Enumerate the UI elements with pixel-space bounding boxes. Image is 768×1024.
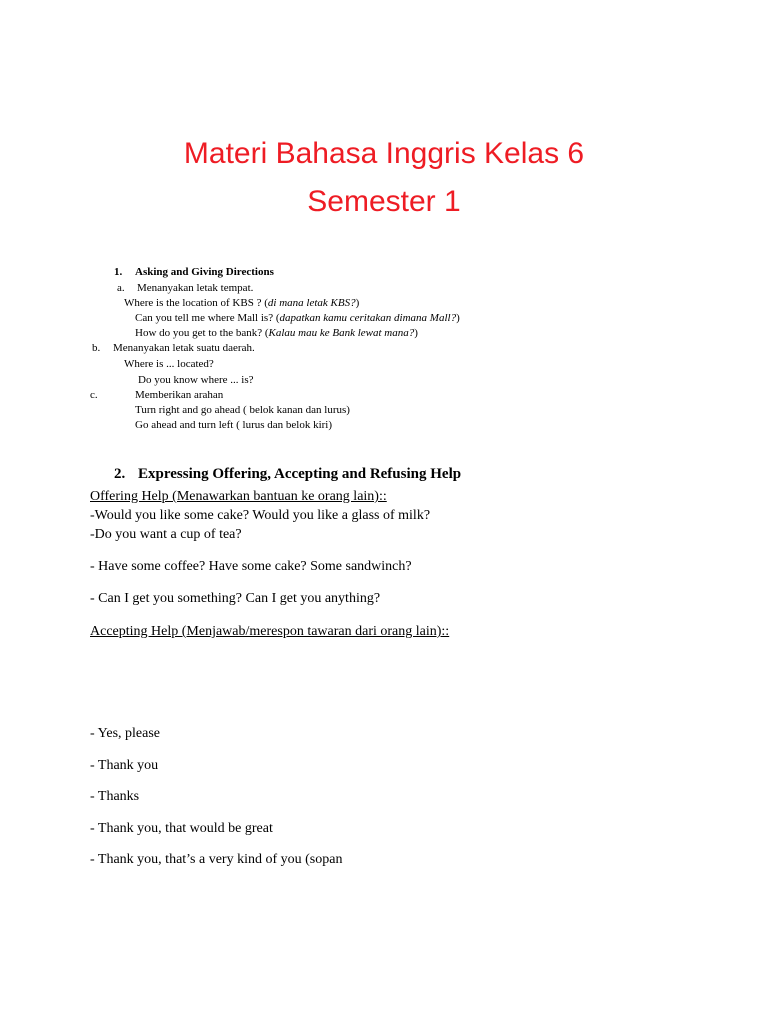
offering-item: - Can I get you something? Can I get you anything?	[90, 591, 381, 606]
section1-heading: Asking and Giving Directions	[135, 266, 274, 278]
accepting-item: - Thanks	[90, 789, 140, 804]
section1-c-direction2: Go ahead and turn left ( lurus dan belok kiri)	[135, 419, 333, 431]
section1-a-question3: How do you get to the bank? (Kalau mau ke Bank lewat mana?)	[135, 327, 418, 339]
document-title-line1: Materi Bahasa Inggris Kelas 6	[183, 137, 585, 170]
offering-help-label: Offering Help (Menawarkan bantuan ke orang lain)::	[90, 489, 387, 504]
offering-item: -Do you want a cup of tea?	[90, 527, 242, 542]
accepting-item: - Thank you	[90, 758, 159, 773]
accepting-help-label: Accepting Help (Menjawab/merespon tawaran dari orang lain)::	[90, 624, 450, 639]
section1-b-question2: Do you know where ... is?	[138, 374, 254, 386]
accepting-item: - Thank you, that’s a very kind of you (sopan	[90, 852, 343, 867]
section1-a-question1: Where is the location of KBS ? (di mana letak KBS?)	[124, 297, 360, 309]
section1-a-marker: a.	[117, 282, 125, 294]
section1-c-marker: c.	[90, 389, 98, 401]
section1-b-question1: Where is ... located?	[124, 358, 214, 370]
section1-a-question2: Can you tell me where Mall is? (dapatkan kamu ceritakan dimana Mall?)	[135, 312, 460, 324]
section1-c-direction1: Turn right and go ahead ( belok kanan dan lurus)	[135, 404, 350, 416]
section2-heading: Expressing Offering, Accepting and Refusing Help	[138, 466, 462, 482]
section2-number: 2.	[114, 466, 126, 482]
section1-c-text: Memberikan arahan	[135, 389, 224, 401]
document-title-line2: Semester 1	[307, 185, 461, 218]
section1-number: 1.	[114, 266, 123, 278]
section1-b-marker: b.	[92, 342, 101, 354]
offering-item: -Would you like some cake? Would you like a glass of milk?	[90, 508, 431, 523]
accepting-item: - Thank you, that would be great	[90, 821, 273, 836]
accepting-item: - Yes, please	[90, 726, 160, 741]
section1-b-text: Menanyakan letak suatu daerah.	[113, 342, 255, 354]
section1-a-text: Menanyakan letak tempat.	[137, 282, 254, 294]
offering-item: - Have some coffee? Have some cake? Some sandwinch?	[90, 559, 412, 574]
